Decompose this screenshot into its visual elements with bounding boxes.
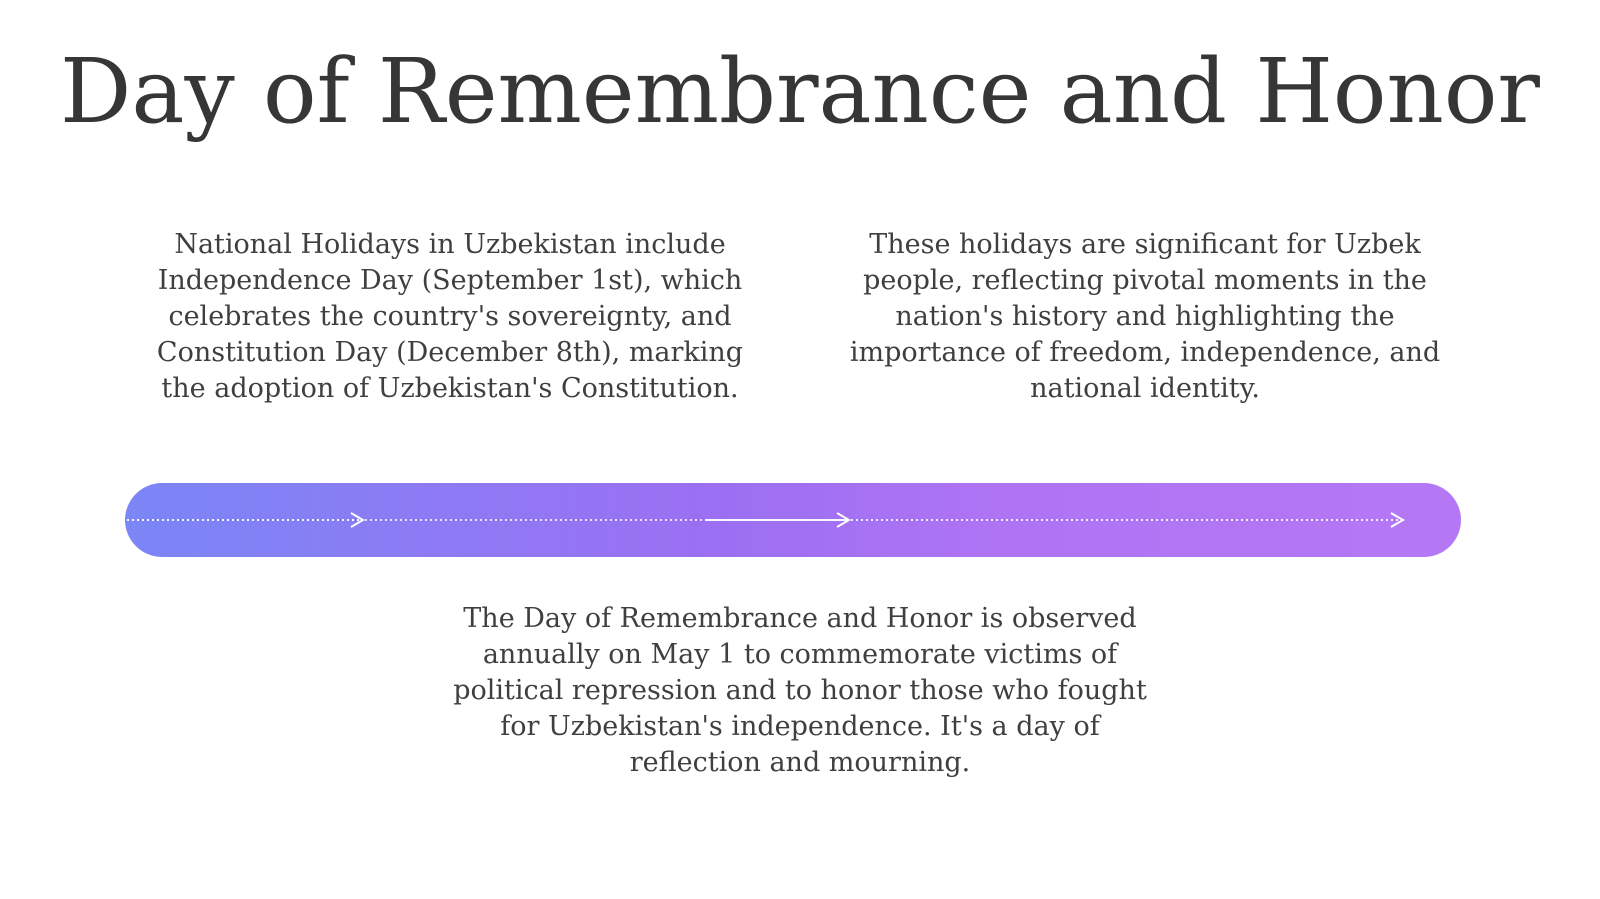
bottom-text-block: The Day of Remembrance and Honor is observed annually on May 1 to commemorate victims of political repression and to honor those who fought for Uzbekistan's independence. It's a day of reflection and mourning.	[453, 603, 1147, 778]
left-text-block: National Holidays in Uzbekistan include Independence Day (September 1st), which celebrates the country's sovereignty, and Constitution Day (December 8th), marking the adoption of Uzbekistan's Constitution.	[156, 229, 744, 404]
right-text-block: These holidays are significant for Uzbek people, reflecting pivotal moments in the nation's history and highlighting the importance of freedom, independence, and national identity.	[849, 229, 1441, 404]
slide-title: Day of Remembrance and Honor	[60, 39, 1540, 143]
timeline-bar	[125, 483, 1461, 557]
timeline-arrows	[125, 483, 1461, 557]
